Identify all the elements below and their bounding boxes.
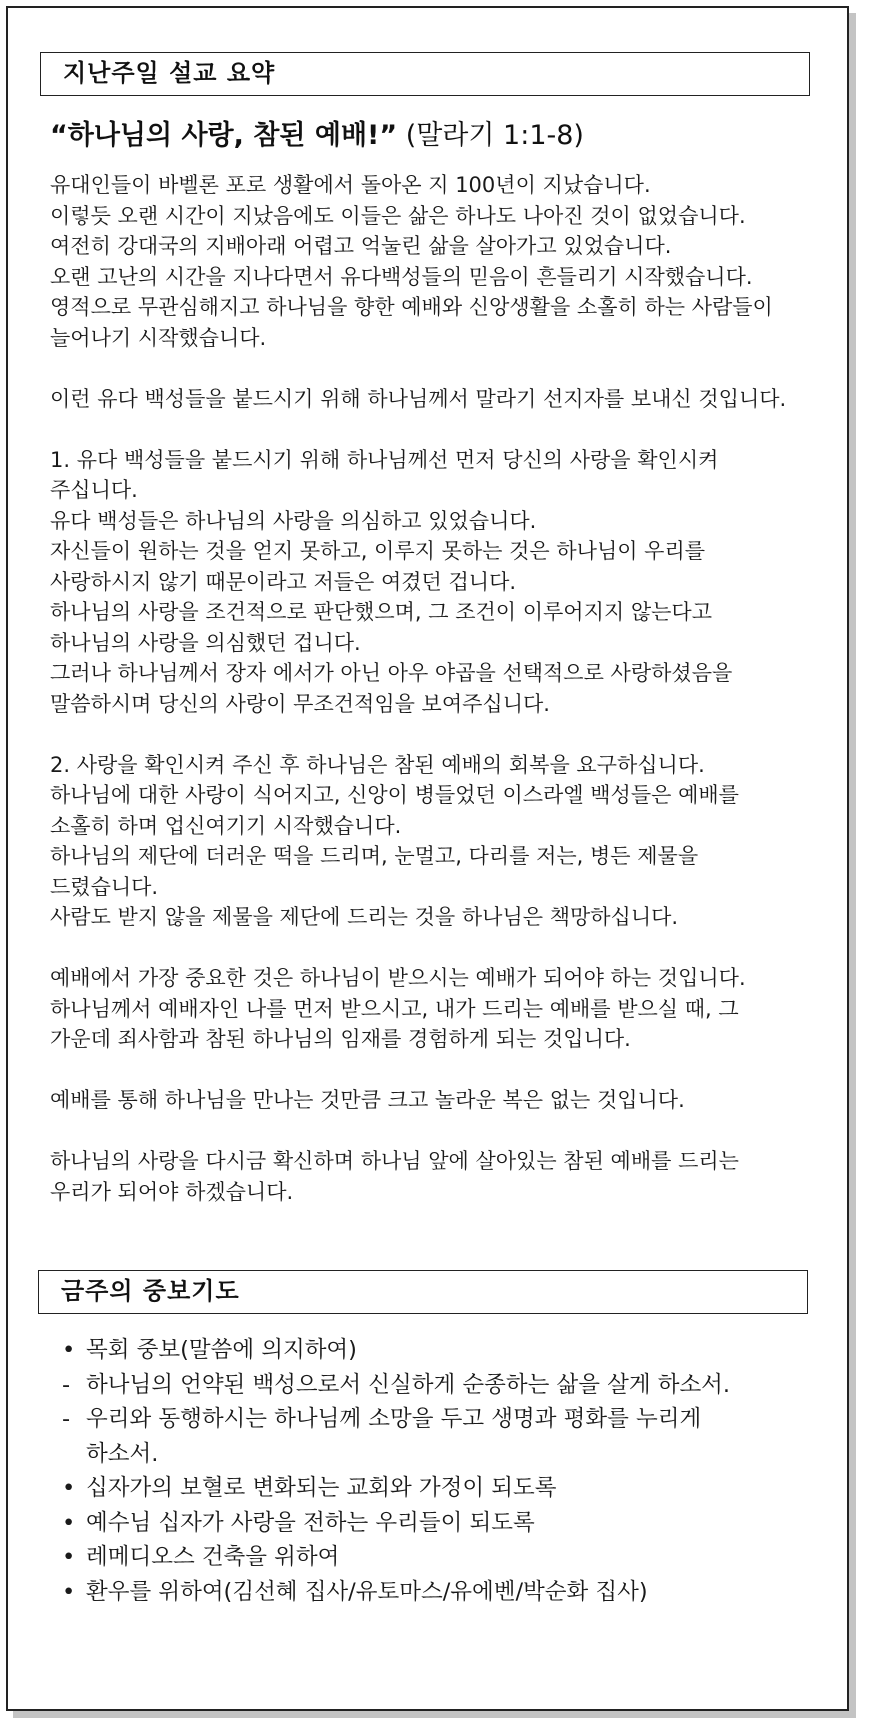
prayer-item xyxy=(62,1368,822,1403)
prayer-item-line: 십자가의 보혈로 변화되는 교회와 가정이 되도록 xyxy=(86,1475,557,1501)
sermon-line: 영적으로 무관심해지고 하나님을 향한 예배와 신앙생활을 소홀히 하는 사람들이 xyxy=(50,295,773,319)
sermon-line: 그러나 하나님께서 장자 에서가 아닌 아우 야곱을 선택적으로 사랑하셨음을 xyxy=(50,661,733,685)
prayer-header-title: 금주의 중보기도 xyxy=(61,1277,240,1305)
sermon-line: 예배를 통해 하나님을 만나는 것만큼 크고 놀라운 복은 없는 것입니다. xyxy=(50,1088,685,1112)
sermon-paragraph xyxy=(50,170,820,353)
prayer-item-text xyxy=(86,1506,535,1541)
prayer-item-line: 우리와 동행하시는 하나님께 소망을 두고 생명과 평화를 누리게 xyxy=(86,1406,702,1432)
prayer-item-line: 하나님의 언약된 백성으로서 신실하게 순종하는 삶을 살게 하소서. xyxy=(86,1371,731,1398)
sermon-line: 주십니다. xyxy=(50,478,138,502)
prayer-item-line: 레메디오스 건축을 위하여 xyxy=(86,1544,340,1570)
sermon-line: 늘어나기 시작했습니다. xyxy=(50,325,267,350)
dash-marker: - xyxy=(62,1371,71,1398)
prayer-item xyxy=(62,1402,822,1471)
sermon-paragraph xyxy=(50,384,820,415)
sermon-line: 드렸습니다. xyxy=(50,874,159,899)
prayer-item-text xyxy=(86,1471,556,1506)
sermon-paragraph xyxy=(50,963,820,1055)
prayer-item xyxy=(62,1575,822,1610)
prayer-item-text xyxy=(86,1540,339,1575)
sermon-summary-header xyxy=(40,52,810,96)
bullet-marker: • xyxy=(62,1578,76,1605)
prayer-item-text xyxy=(86,1402,701,1471)
sermon-line: 자신들이 원하는 것을 얻지 못하고, 이루지 못하는 것은 하나님이 우리를 xyxy=(50,539,706,563)
dash-marker: - xyxy=(62,1406,71,1432)
prayer-item xyxy=(62,1506,822,1541)
sermon-line: 하나님의 사랑을 의심했던 겁니다. xyxy=(50,630,361,655)
sermon-line: 이런 유다 백성들을 붙드시기 위해 하나님께서 말라기 선지자를 보내신 것입니다. xyxy=(50,386,787,411)
prayer-item xyxy=(62,1333,822,1368)
sermon-line: 사랑하시지 않기 때문이라고 저들은 여겼던 겁니다. xyxy=(50,569,517,594)
prayer-item-text xyxy=(86,1368,730,1403)
sermon-line: 예배에서 가장 중요한 것은 하나님이 받으시는 예배가 되어야 하는 것입니다. xyxy=(50,966,746,990)
sermon-line: 가운데 죄사함과 참된 하나님의 임재를 경험하게 되는 것입니다. xyxy=(50,1027,631,1051)
prayer-header xyxy=(38,1270,808,1314)
prayer-item-text xyxy=(86,1333,357,1368)
prayer-item xyxy=(62,1540,822,1575)
sermon-line: 소홀히 하며 업신여기기 시작했습니다. xyxy=(50,813,402,838)
sermon-line: 1. 유다 백성들을 붙드시기 위해 하나님께선 먼저 당신의 사랑을 확인시켜 xyxy=(50,447,719,472)
sermon-paragraph xyxy=(50,750,820,933)
prayer-item-line: 목회 중보(말씀에 의지하여) xyxy=(86,1337,357,1363)
sermon-paragraph xyxy=(50,1146,820,1207)
sermon-line: 하나님께서 예배자인 나를 먼저 받으시고, 내가 드리는 예배를 받으실 때, 그 xyxy=(50,996,739,1021)
sermon-summary-header-title: 지난주일 설교 요약 xyxy=(63,59,276,87)
sermon-paragraph xyxy=(50,1085,820,1116)
sermon-line: 유다 백성들은 하나님의 사랑을 의심하고 있었습니다. xyxy=(50,508,537,533)
bullet-marker: • xyxy=(62,1509,76,1536)
sermon-line: 하나님에 대한 사랑이 식어지고, 신앙이 병들었던 이스라엘 백성들은 예배를 xyxy=(50,783,739,807)
sermon-line: 우리가 되어야 하겠습니다. xyxy=(50,1179,294,1204)
sermon-line: 하나님의 사랑을 조건적으로 판단했으며, 그 조건이 이루어지지 않는다고 xyxy=(50,600,712,624)
sermon-body xyxy=(50,170,820,1207)
sermon-main-title: “하나님의 사랑, 참된 예배!” xyxy=(50,120,398,151)
sermon-line: 이렇듯 오랜 시간이 지났음에도 이들은 삶은 하나도 나아진 것이 없었습니다. xyxy=(50,203,746,228)
sermon-paragraph xyxy=(50,445,820,720)
bullet-marker: • xyxy=(62,1337,76,1363)
prayer-item xyxy=(62,1471,822,1506)
sermon-line: 말씀하시며 당신의 사랑이 무조건적임을 보여주십니다. xyxy=(50,691,550,716)
sermon-line: 사람도 받지 않을 제물을 제단에 드리는 것을 하나님은 책망하십니다. xyxy=(50,905,679,929)
sermon-line: 유대인들이 바벨론 포로 생활에서 돌아온 지 100년이 지났습니다. xyxy=(50,173,651,197)
prayer-item-text xyxy=(86,1575,648,1610)
sermon-line: 여전히 강대국의 지배아래 어렵고 억눌린 삶을 살아가고 있었습니다. xyxy=(50,234,672,258)
prayer-item-line: 예수님 십자가 사랑을 전하는 우리들이 되도록 xyxy=(86,1509,535,1536)
bullet-marker: • xyxy=(62,1544,76,1570)
sermon-line: 하나님의 제단에 더러운 떡을 드리며, 눈멀고, 다리를 저는, 병든 제물을 xyxy=(50,844,699,868)
prayer-item-line: 환우를 위하여(김선혜 집사/유토마스/유에벤/박순화 집사) xyxy=(86,1578,648,1605)
prayer-list xyxy=(62,1333,822,1609)
bullet-marker: • xyxy=(62,1475,76,1501)
sermon-line: 하나님의 사랑을 다시금 확신하며 하나님 앞에 살아있는 참된 예배를 드리는 xyxy=(50,1149,739,1173)
sermon-line: 오랜 고난의 시간을 지나다면서 유다백성들의 믿음이 흔들리기 시작했습니다. xyxy=(50,264,753,289)
sermon-title xyxy=(50,116,810,156)
prayer-item-line: 하소서. xyxy=(86,1440,159,1467)
sermon-line: 2. 사랑을 확인시켜 주신 후 하나님은 참된 예배의 회복을 요구하십니다. xyxy=(50,752,705,777)
sermon-scripture-reference: (말라기 1:1-8) xyxy=(405,120,584,151)
